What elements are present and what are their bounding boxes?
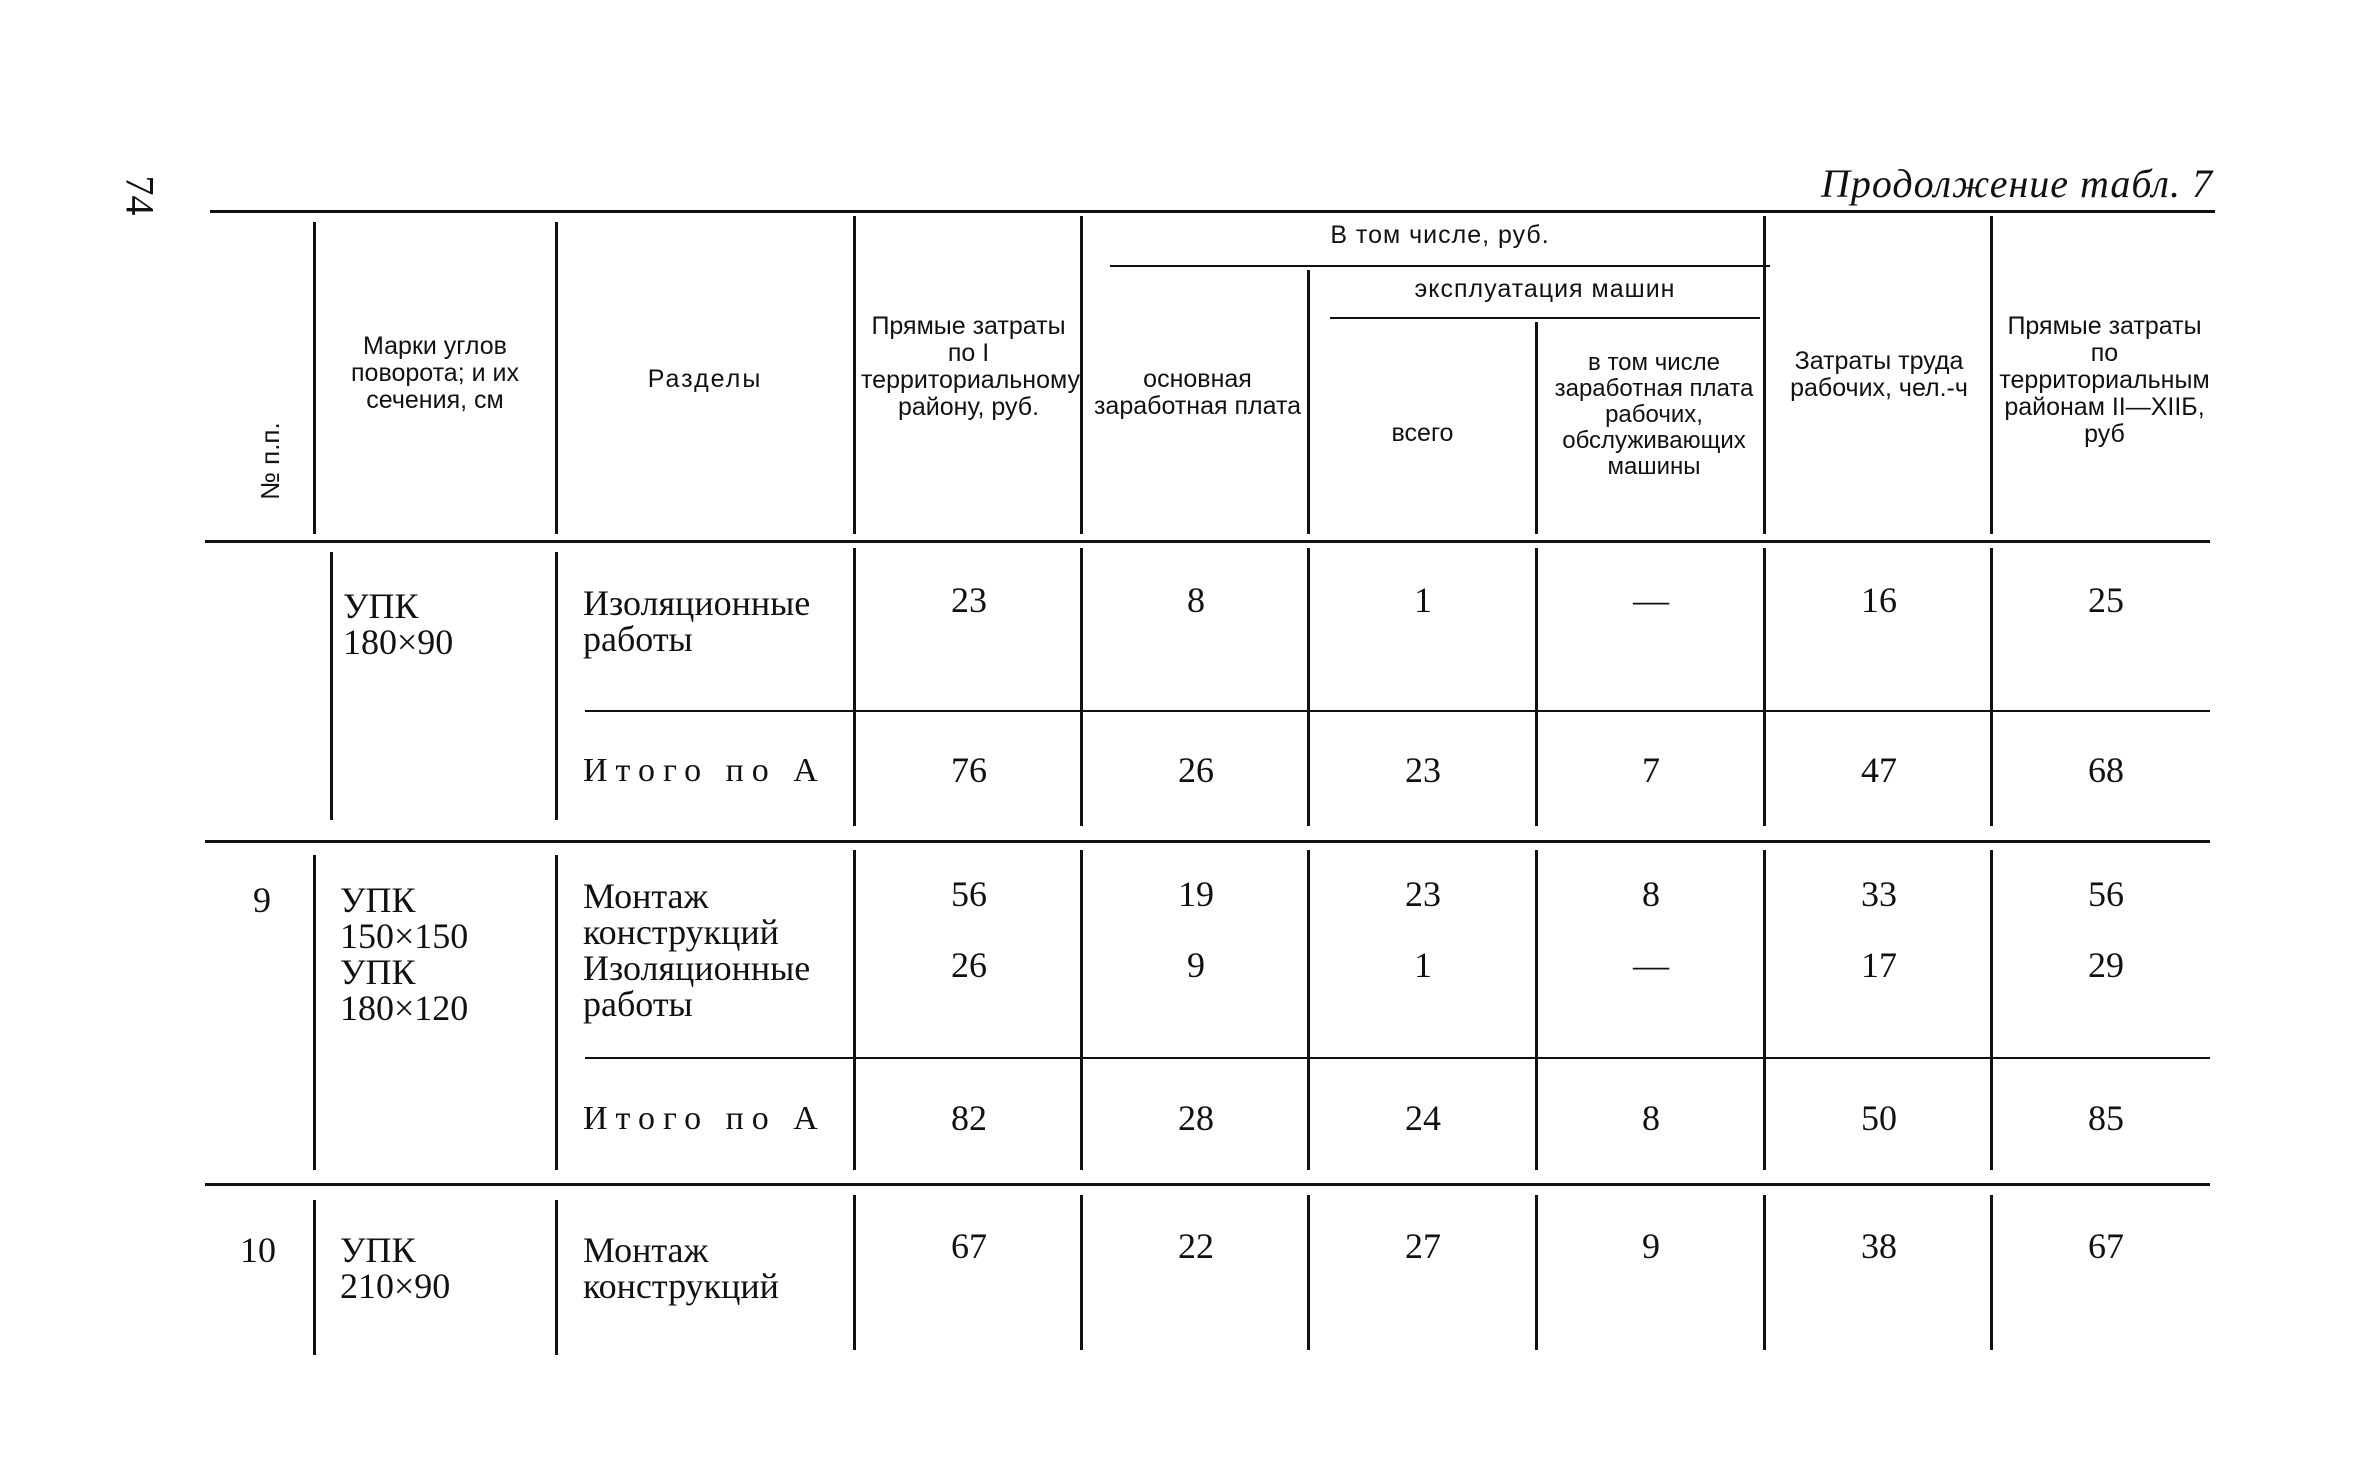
row2-vline-c7 [1763,850,1766,1170]
row3-line1-v4: 9 [1642,1226,1660,1266]
row2-vline-sections [555,855,558,1170]
header-vline-1 [313,222,316,534]
header-col-number: № п.п. [255,422,285,500]
row3-line1-v2: 22 [1178,1226,1214,1266]
row2-total-label: Итого по А [583,1100,826,1137]
header-col-direct1: Прямые затраты по I территориальному району, руб. [861,312,1080,421]
row2-line1-v6: 56 [2088,874,2124,914]
header-col-marks: Марки углов поворота; и их сечения, см [351,332,519,414]
row3-vline-c8 [1990,1195,1993,1350]
row2-line2-v2: 9 [1187,945,1205,985]
header-vline-5 [1307,270,1310,534]
row3-section-1: Монтаж конструкций [583,1230,779,1306]
row3-vline-c5 [1307,1195,1310,1350]
row2-vline-c4 [1080,850,1083,1170]
row2-total-v2: 28 [1178,1098,1214,1138]
row1-line1-v1: 23 [951,580,987,620]
row2-section-2: Изоляционные работы [583,948,811,1024]
row1-line1-v2: 8 [1187,580,1205,620]
header-vline-2 [555,222,558,534]
row2-line2-v6: 29 [2088,945,2124,985]
header-col-sections: Разделы [647,365,763,393]
row3-vline-c3 [853,1195,856,1350]
row2-vline-c3 [853,850,856,1170]
row2-total-v6: 85 [2088,1098,2124,1138]
row2-line1-v5: 33 [1861,874,1897,914]
header-col-direct2: Прямые затраты по территориальным районам II—XIIБ, руб [1999,312,2210,448]
row2-total-v5: 50 [1861,1098,1897,1138]
row3-number: 10 [240,1230,276,1270]
row1-total-v4: 7 [1642,750,1660,790]
row1-line1-v6: 25 [2088,580,2124,620]
row1-total-label: Итого по А [583,752,826,789]
row2-line1-v4: 8 [1642,874,1660,914]
row1-line1-v4: — [1633,580,1669,620]
header-group-machines: эксплуатация машин [1414,275,1676,303]
header-col-labor: Затраты труда рабочих, чел.-ч [1790,347,1968,402]
row1-vline-c8 [1990,548,1993,826]
row2-subtotal-rule [585,1057,2210,1059]
row2-total-v3: 24 [1405,1098,1441,1138]
header-bottom-rule [205,540,2210,543]
row2-vline-marks [313,855,316,1170]
row1-section-1: Изоляционные работы [583,583,811,659]
row3-line1-v5: 38 [1861,1226,1897,1266]
row2-line1-v1: 56 [951,874,987,914]
row1-vline-c4 [1080,548,1083,826]
row2-section-1: Монтаж конструкций [583,876,779,952]
row1-bottom-rule [205,840,2210,843]
row2-line2-v1: 26 [951,945,987,985]
row3-vline-sections [555,1200,558,1355]
row1-vline-c6 [1535,548,1538,826]
row2-line1-v3: 23 [1405,874,1441,914]
table-top-rule [210,210,2215,213]
group-including-rule [1110,265,1770,267]
row2-vline-c8 [1990,850,1993,1170]
row2-line2-v5: 17 [1861,945,1897,985]
row2-total-v1: 82 [951,1098,987,1138]
row1-vline-c3 [853,548,856,826]
page-number: 74 [117,175,163,216]
header-vline-8 [1990,216,1993,534]
row2-total-v4: 8 [1642,1098,1660,1138]
row1-line1-v5: 16 [1861,580,1897,620]
row3-line1-v6: 67 [2088,1226,2124,1266]
row1-total-v3: 23 [1405,750,1441,790]
row3-vline-c6 [1535,1195,1538,1350]
row2-vline-c5 [1307,850,1310,1170]
row1-vline-c5 [1307,548,1310,826]
row1-total-v2: 26 [1178,750,1214,790]
row2-bottom-rule [205,1183,2210,1186]
row3-marks: УПК 210×90 [340,1230,451,1306]
header-group-including: В том числе, руб. [1330,221,1550,249]
header-vline-4 [1080,216,1083,534]
row1-vline-marks [330,552,333,820]
row1-vline-sections [555,552,558,820]
row3-line1-v1: 67 [951,1226,987,1266]
header-col-total: всего [1391,419,1454,447]
header-vline-7 [1763,216,1766,534]
header-vline-6 [1535,322,1538,534]
header-col-incl-wage: в том числе заработная плата рабочих, обслуживающих машины [1554,349,1754,480]
header-col-basic-wage: основная заработная плата [1093,365,1302,420]
row1-marks: УПК 180×90 [343,586,454,662]
row2-vline-c6 [1535,850,1538,1170]
row3-line1-v3: 27 [1405,1226,1441,1266]
group-machines-rule [1330,317,1760,319]
row2-number: 9 [253,880,271,920]
row2-line1-v2: 19 [1178,874,1214,914]
row1-total-v5: 47 [1861,750,1897,790]
row3-vline-c7 [1763,1195,1766,1350]
row2-line2-v3: 1 [1414,945,1432,985]
row1-total-v1: 76 [951,750,987,790]
row1-total-v6: 68 [2088,750,2124,790]
table-caption: Продолжение табл. 7 [1820,161,2213,206]
row1-vline-c7 [1763,548,1766,826]
row1-line1-v3: 1 [1414,580,1432,620]
header-vline-3 [853,216,856,534]
row2-line2-v4: — [1633,945,1669,985]
row1-subtotal-rule [585,710,2210,712]
row3-vline-marks [313,1200,316,1355]
row2-marks: УПК 150×150 УПК 180×120 [340,880,469,1028]
row3-vline-c4 [1080,1195,1083,1350]
